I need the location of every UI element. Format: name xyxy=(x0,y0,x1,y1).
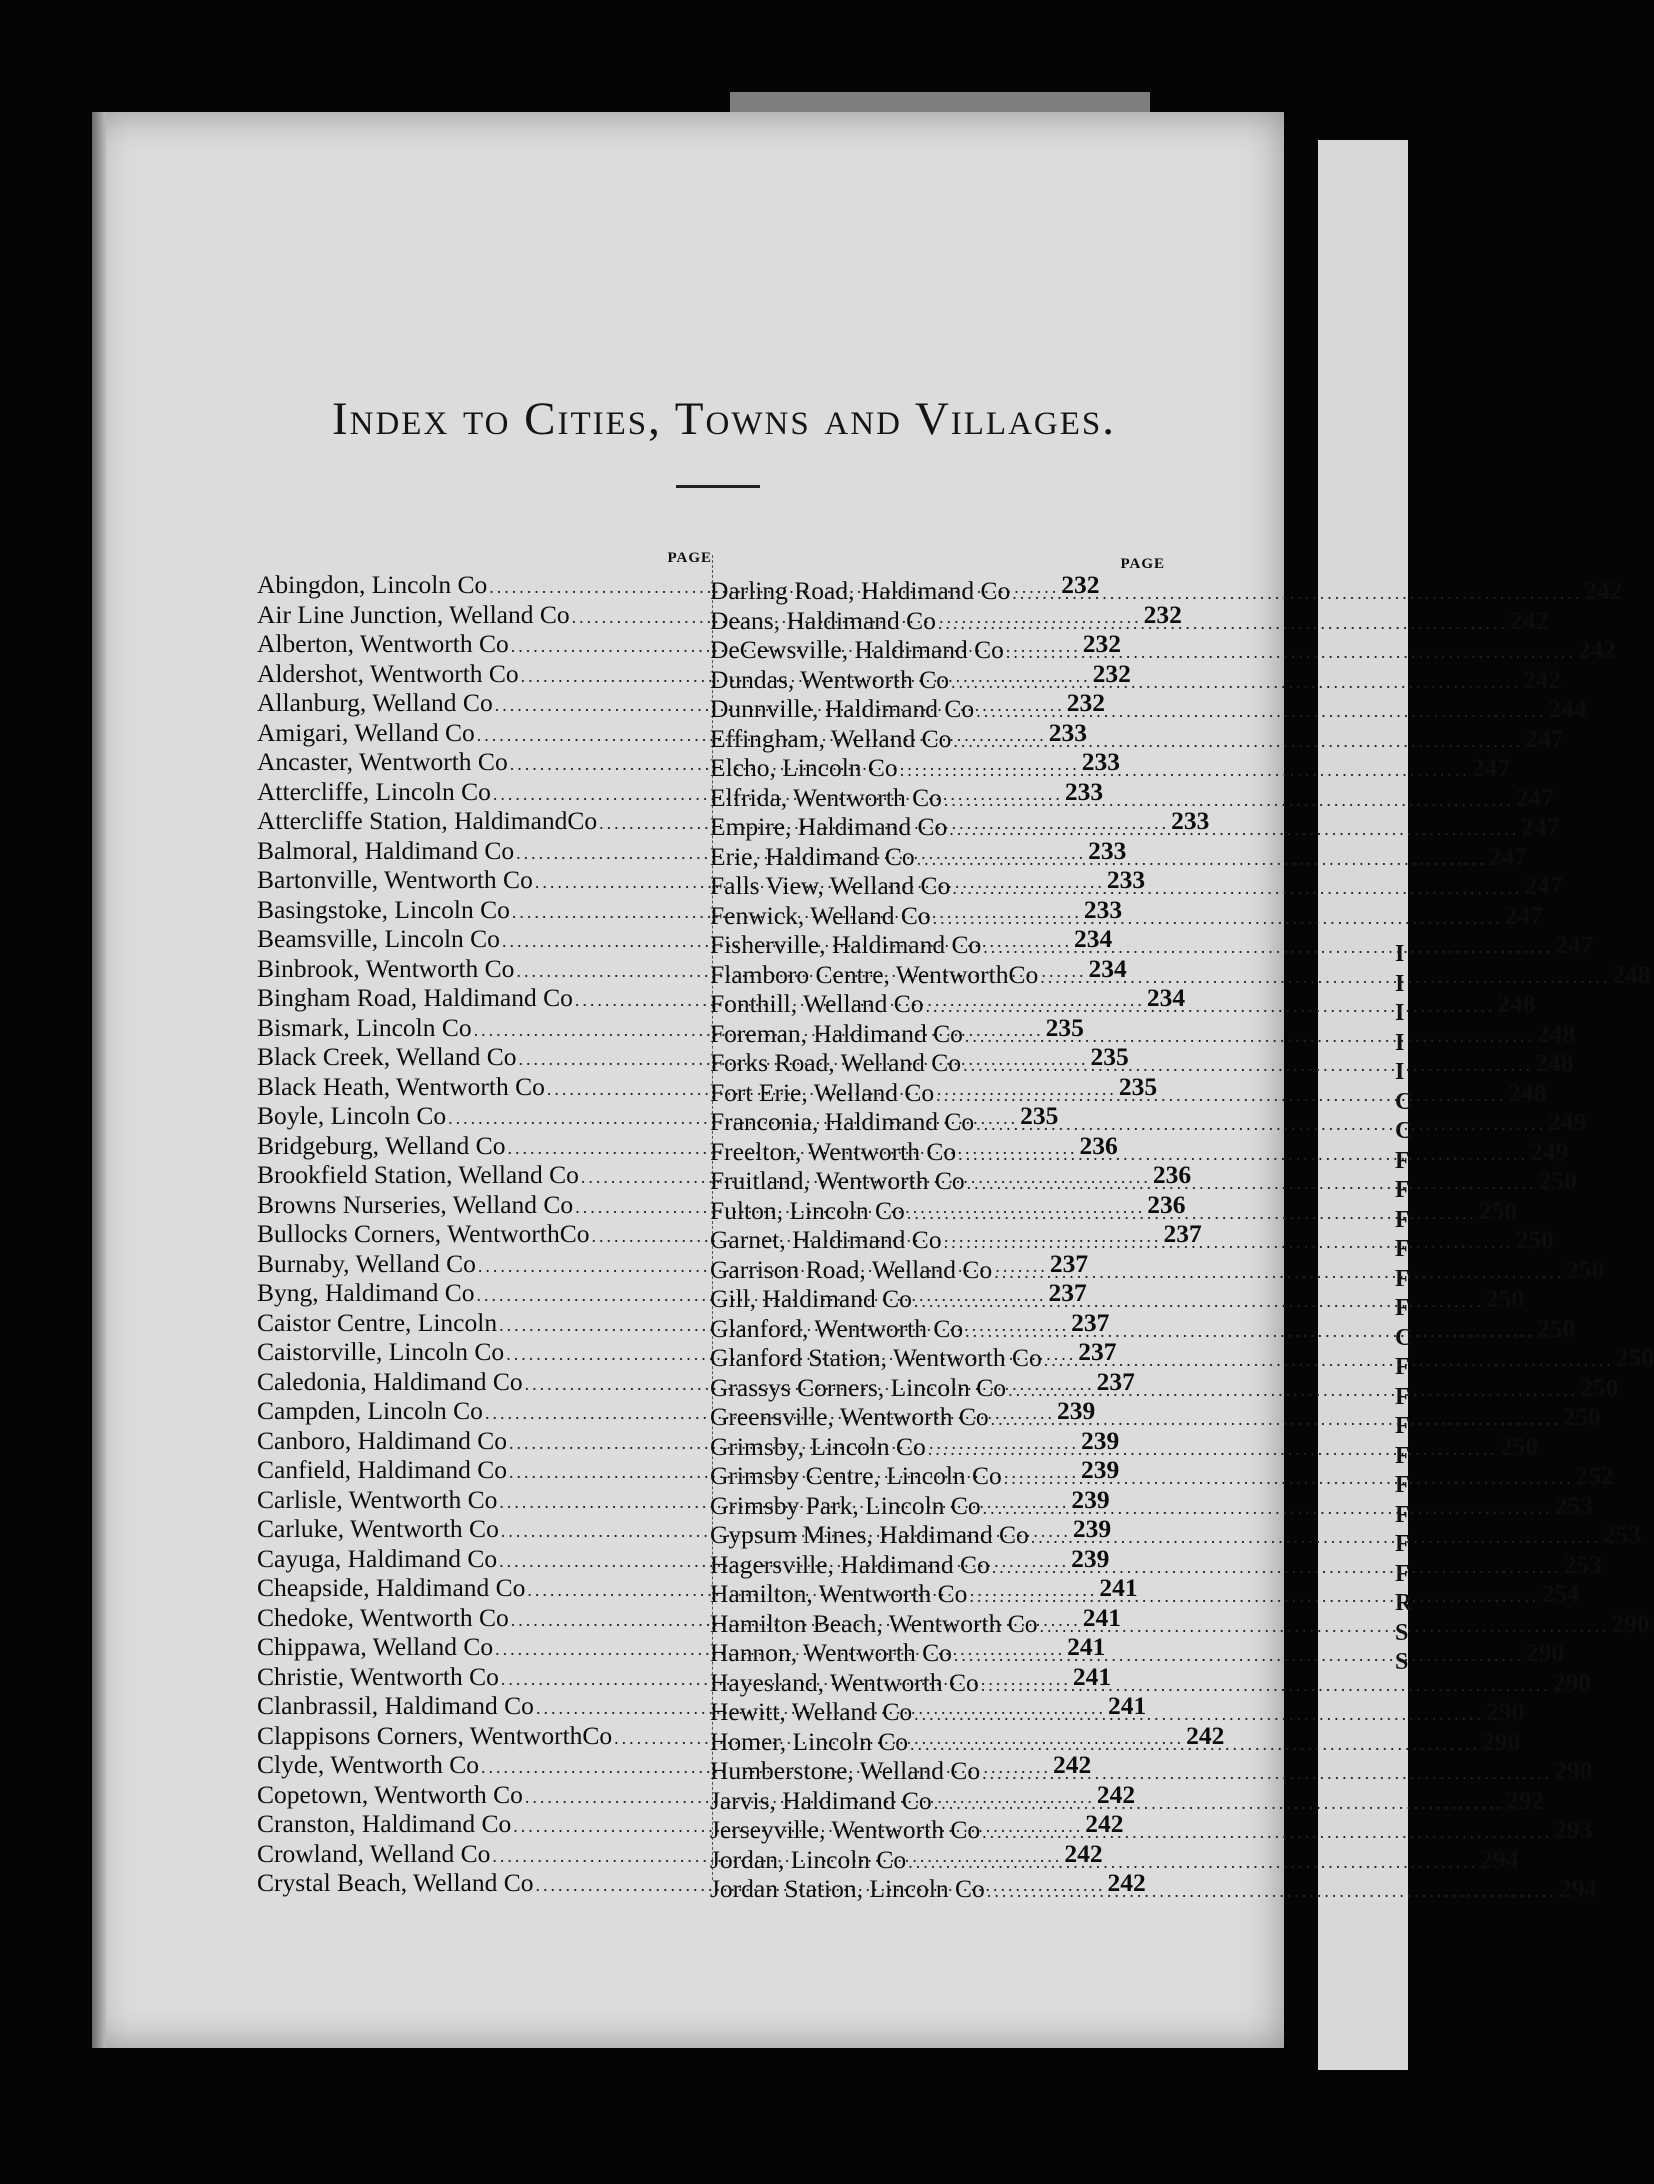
entry-page-number: 293 xyxy=(1554,1815,1593,1844)
entry-page-number: 242 xyxy=(1523,664,1562,694)
page-column-header: PAGE xyxy=(667,550,712,566)
entry-page-number: 290 xyxy=(1486,1697,1525,1726)
leader-dots xyxy=(954,1641,1524,1671)
entry-page-number: 247 xyxy=(1521,812,1560,841)
leader-dots xyxy=(900,756,1470,786)
adjacent-page-letter: F xyxy=(1395,1295,1410,1321)
index-entry xyxy=(710,1667,1591,1698)
index-entry xyxy=(710,1638,1565,1668)
leader-dots xyxy=(991,1405,1561,1435)
leader-dots xyxy=(933,904,1503,934)
leader-dots xyxy=(907,1199,1477,1229)
adjacent-page-letter: F xyxy=(1395,1265,1410,1292)
index-entry xyxy=(710,1874,1598,1904)
index-entry xyxy=(710,930,1594,960)
entry-page-number: 247 xyxy=(1488,841,1527,871)
index-entry xyxy=(710,1048,1574,1078)
entry-page-number: 237 xyxy=(1096,1366,1135,1396)
leader-dots xyxy=(965,1022,1535,1052)
entry-place-name: Canfield, Haldimand Co xyxy=(257,1455,507,1484)
leader-dots xyxy=(1044,1346,1614,1376)
entry-place-name: Byng, Haldimand Co xyxy=(257,1278,475,1307)
index-entry xyxy=(710,1077,1547,1108)
entry-place-name: Alberton, Wentworth Co xyxy=(257,629,509,658)
index-entry xyxy=(710,1549,1602,1580)
index-entry xyxy=(710,1844,1519,1875)
adjacent-page-letter: F xyxy=(1395,1413,1410,1439)
entry-place-name: Gypsum Mines, Haldimand Co xyxy=(710,1520,1029,1549)
entry-place-name: Fulton, Lincoln Co xyxy=(710,1195,905,1225)
entry-page-number: 241 xyxy=(1099,1573,1138,1602)
index-entry xyxy=(710,1608,1650,1639)
entry-place-name: Darling Road, Haldimand Co xyxy=(710,576,1011,605)
entry-page-number: 253 xyxy=(1602,1520,1641,1549)
entry-place-name: Beamsville, Lincoln Co xyxy=(257,924,500,953)
entry-page-number: 247 xyxy=(1515,782,1555,812)
entry-page-number: 252 xyxy=(1575,1461,1615,1490)
entry-page-number: 235 xyxy=(1020,1101,1059,1130)
entry-page-number: 242 xyxy=(1584,576,1623,605)
entry-place-name: Grassys Corners, Lincoln Co xyxy=(710,1372,1007,1402)
entry-place-name: Falls View, Welland Co xyxy=(710,871,951,900)
leader-dots xyxy=(1008,1376,1578,1406)
entry-page-number: 250 xyxy=(1515,1225,1554,1254)
leader-dots xyxy=(914,1287,1484,1317)
entry-place-name: Glanford Station, Wentworth Co xyxy=(710,1343,1042,1372)
entry-page-number: 294 xyxy=(1480,1844,1519,1874)
entry-place-name: Gill, Haldimand Co xyxy=(710,1284,912,1313)
index-entry xyxy=(710,1343,1654,1373)
leader-dots xyxy=(908,1848,1478,1878)
adjacent-page-letter: I xyxy=(1395,1059,1405,1085)
entry-page-number: 241 xyxy=(1072,1661,1112,1691)
entry-page-number: 250 xyxy=(1485,1284,1525,1313)
index-entry xyxy=(710,576,1623,606)
leader-dots xyxy=(949,815,1519,845)
entry-place-name: Cayuga, Haldimand Co xyxy=(257,1543,498,1573)
entry-place-name: Erie, Haldimand Co xyxy=(710,841,915,871)
leader-dots xyxy=(928,1435,1498,1465)
entry-place-name: Caistorville, Lincoln Co xyxy=(257,1337,505,1366)
leader-dots xyxy=(987,1877,1557,1907)
entry-page-number: 248 xyxy=(1536,1018,1576,1048)
entry-page-number: 290 xyxy=(1552,1667,1591,1697)
entry-page-number: 250 xyxy=(1538,1166,1577,1195)
entry-place-name: Chedoke, Wentworth Co xyxy=(257,1602,509,1632)
entry-page-number: 233 xyxy=(1048,717,1087,747)
leader-dots xyxy=(969,1582,1539,1612)
entry-place-name: Fenwick, Welland Co xyxy=(710,900,931,930)
leader-dots xyxy=(976,1110,1546,1140)
entry-place-name: Basingstoke, Lincoln Co xyxy=(257,894,510,924)
entry-page-number: 249 xyxy=(1548,1107,1587,1136)
index-entry xyxy=(710,664,1562,695)
entry-page-number: 294 xyxy=(1558,1874,1598,1903)
entry-page-number: 250 xyxy=(1478,1195,1518,1225)
entry-place-name: Fruitland, Wentworth Co xyxy=(710,1166,965,1195)
index-entry xyxy=(710,1756,1593,1786)
index-entry xyxy=(710,841,1527,872)
entry-place-name: Cranston, Haldimand Co xyxy=(257,1809,512,1838)
entry-place-name: Forks Road, Welland Co xyxy=(710,1048,962,1077)
leader-dots xyxy=(965,1317,1535,1347)
entry-place-name: Hagersville, Haldimand Co xyxy=(710,1549,990,1579)
leader-dots xyxy=(938,609,1508,639)
adjacent-page-letter: F xyxy=(1395,1236,1410,1262)
leader-dots xyxy=(963,1051,1533,1081)
entry-place-name: Bartonville, Wentworth Co xyxy=(257,865,533,894)
entry-place-name: Fort Erie, Welland Co xyxy=(710,1077,935,1107)
adjacent-page-letter: S xyxy=(1395,1649,1409,1675)
entry-place-name: Bullocks Corners, WentworthCo xyxy=(257,1219,590,1248)
entry-page-number: 242 xyxy=(1577,635,1617,664)
entry-place-name: Bingham Road, Haldimand Co xyxy=(257,983,573,1012)
leader-dots xyxy=(958,1140,1528,1170)
leader-dots xyxy=(934,1789,1504,1819)
index-entry xyxy=(710,1431,1539,1462)
entry-page-number: 235 xyxy=(1090,1042,1129,1071)
entry-page-number: 241 xyxy=(1082,1602,1121,1632)
leader-dots xyxy=(951,668,1521,698)
leader-dots xyxy=(917,845,1487,875)
entry-place-name: Franconia, Haldimand Co xyxy=(710,1107,975,1136)
entry-place-name: Humberstone, Welland Co xyxy=(710,1756,981,1785)
entry-page-number: 242 xyxy=(1509,605,1549,635)
entry-place-name: Ancaster, Wentworth Co xyxy=(257,747,508,776)
entry-page-number: 253 xyxy=(1563,1549,1602,1579)
entry-page-number: 290 xyxy=(1482,1726,1521,1756)
entry-page-number: 250 xyxy=(1580,1372,1619,1402)
index-entry xyxy=(710,1107,1587,1137)
entry-place-name: Hamilton, Wentworth Co xyxy=(710,1579,968,1608)
entry-place-name: Hamilton Beach, Wentworth Co xyxy=(710,1608,1038,1638)
adjacent-page-letter: F xyxy=(1395,1472,1410,1498)
entry-page-number: 250 xyxy=(1615,1343,1654,1372)
index-entry xyxy=(710,1785,1544,1816)
entry-page-number: 241 xyxy=(1107,1691,1147,1720)
entry-page-number: 237 xyxy=(1163,1219,1202,1248)
leader-dots xyxy=(1031,1523,1601,1553)
entry-place-name: Jarvis, Haldimand Co xyxy=(710,1785,932,1815)
entry-place-name: Homer, Lincoln Co xyxy=(710,1726,908,1756)
entry-place-name: Christie, Wentworth Co xyxy=(257,1661,499,1691)
entry-place-name: Garnet, Haldimand Co xyxy=(710,1225,942,1254)
page-title: Index to Cities, Towns and Villages. xyxy=(331,393,1117,445)
entry-place-name: Canboro, Haldimand Co xyxy=(257,1425,508,1455)
index-entry xyxy=(710,1136,1569,1167)
index-entry xyxy=(710,871,1563,901)
entry-page-number: 235 xyxy=(1045,1012,1084,1042)
entry-place-name: Empire, Haldimand Co xyxy=(710,812,948,841)
entry-page-number: 239 xyxy=(1056,1396,1096,1425)
adjacent-page-letter: C xyxy=(1395,1324,1413,1351)
entry-place-name: Freelton, Wentworth Co xyxy=(710,1136,957,1166)
index-entry xyxy=(710,694,1587,724)
entry-place-name: Caistor Centre, Lincoln xyxy=(257,1307,498,1337)
entry-place-name: Aldershot, Wentworth Co xyxy=(257,658,519,688)
adjacent-page-letter: C xyxy=(1395,1088,1413,1115)
entry-place-name: Elcho, Lincoln Co xyxy=(710,753,898,782)
adjacent-page-letter: S xyxy=(1395,1619,1409,1646)
index-entry xyxy=(710,1313,1576,1344)
adjacent-page-letter: F xyxy=(1395,1206,1410,1233)
leader-dots xyxy=(952,874,1522,904)
index-entry xyxy=(710,1018,1576,1049)
adjacent-page-letter: F xyxy=(1395,1354,1410,1380)
entry-place-name: Deans, Haldimand Co xyxy=(710,605,936,635)
entry-page-number: 236 xyxy=(1152,1160,1192,1189)
entry-page-number: 253 xyxy=(1554,1490,1593,1520)
entry-page-number: 239 xyxy=(1072,1514,1112,1543)
entry-page-number: 254 xyxy=(1541,1579,1580,1608)
entry-place-name: Balmoral, Haldimand Co xyxy=(257,835,515,865)
leader-dots xyxy=(982,1759,1552,1789)
entry-page-number: 239 xyxy=(1071,1543,1110,1573)
adjacent-page-letter: F xyxy=(1395,1442,1410,1469)
entry-place-name: Bridgeburg, Welland Co xyxy=(257,1130,506,1160)
entry-page-number: 242 xyxy=(1064,1838,1103,1868)
index-entry xyxy=(710,1520,1641,1550)
index-entry xyxy=(710,782,1555,813)
entry-place-name: Browns Nurseries, Welland Co xyxy=(257,1189,574,1219)
entry-place-name: Allanburg, Welland Co xyxy=(257,688,493,717)
entry-page-number: 248 xyxy=(1497,989,1536,1018)
entry-place-name: Chippawa, Welland Co xyxy=(257,1632,494,1661)
leader-dots xyxy=(983,1494,1553,1524)
entry-page-number: 247 xyxy=(1524,871,1563,900)
leader-dots xyxy=(1004,1464,1574,1494)
entry-page-number: 247 xyxy=(1525,723,1564,753)
entry-page-number: 233 xyxy=(1088,835,1127,865)
entry-place-name: Abingdon, Lincoln Co xyxy=(257,570,488,599)
index-entry xyxy=(710,900,1543,931)
index-entry xyxy=(710,959,1651,990)
index-entry xyxy=(710,1461,1615,1491)
entry-page-number: 236 xyxy=(1147,1189,1186,1219)
entry-page-number: 233 xyxy=(1171,806,1210,835)
entry-place-name: Boyle, Lincoln Co xyxy=(257,1101,447,1130)
index-entry xyxy=(710,723,1564,754)
entry-place-name: Flamboro Centre, WentworthCo xyxy=(710,959,1039,989)
leader-dots xyxy=(914,1700,1484,1730)
entry-place-name: Hayesland, Wentworth Co xyxy=(710,1667,979,1697)
entry-page-number: 292 xyxy=(1505,1785,1544,1815)
entry-page-number: 241 xyxy=(1067,1632,1106,1661)
entry-page-number: 233 xyxy=(1106,865,1146,894)
entry-place-name: Amigari, Welland Co xyxy=(257,717,475,747)
entry-page-number: 290 xyxy=(1554,1756,1593,1785)
leader-dots xyxy=(1040,1612,1610,1642)
entry-page-number: 250 xyxy=(1537,1313,1576,1343)
entry-page-number: 249 xyxy=(1530,1136,1569,1166)
entry-page-number: 234 xyxy=(1088,953,1127,983)
entry-place-name: DeCewsville, Haldimand Co xyxy=(710,635,1004,664)
entry-page-number: 237 xyxy=(1048,1278,1087,1307)
entry-page-number: 248 xyxy=(1612,959,1651,989)
index-entry xyxy=(710,1579,1580,1609)
entry-page-number: 237 xyxy=(1078,1337,1117,1366)
leader-dots xyxy=(926,992,1496,1022)
entry-place-name: Hannon, Wentworth Co xyxy=(710,1638,952,1667)
adjacent-page-letter: F xyxy=(1395,1501,1410,1528)
entry-place-name: Carlisle, Wentworth Co xyxy=(257,1484,498,1514)
index-entry xyxy=(710,1697,1525,1727)
entry-page-number: 239 xyxy=(1081,1425,1120,1455)
entry-place-name: Cheapside, Haldimand Co xyxy=(257,1573,526,1602)
adjacent-page-letter: R xyxy=(1395,1590,1413,1616)
entry-place-name: Clappisons Corners, WentworthCo xyxy=(257,1720,613,1750)
leader-dots xyxy=(944,1228,1514,1258)
entry-place-name: Copetown, Wentworth Co xyxy=(257,1779,523,1809)
entry-place-name: Black Creek, Welland Co xyxy=(257,1042,517,1071)
entry-page-number: 233 xyxy=(1064,776,1104,806)
entry-page-number: 248 xyxy=(1535,1048,1574,1077)
leader-dots xyxy=(992,1553,1562,1583)
entry-place-name: Effingham, Welland Co xyxy=(710,723,952,753)
entry-page-number: 233 xyxy=(1083,894,1123,924)
entry-page-number: 244 xyxy=(1548,694,1587,723)
entry-place-name: Attercliffe Station, HaldimandCo xyxy=(257,806,598,835)
index-entry xyxy=(710,753,1510,783)
entry-place-name: Caledonia, Haldimand Co xyxy=(257,1366,523,1396)
entry-place-name: Foreman, Haldimand Co xyxy=(710,1018,963,1048)
entry-place-name: Binbrook, Wentworth Co xyxy=(257,953,515,983)
leader-dots xyxy=(1012,579,1582,609)
adjacent-page-letter: I xyxy=(1395,941,1405,967)
entry-place-name: Dunnville, Haldimand Co xyxy=(710,694,975,723)
entry-page-number: 242 xyxy=(1186,1720,1225,1750)
leader-dots xyxy=(936,1081,1506,1111)
entry-page-number: 242 xyxy=(1053,1750,1092,1779)
entry-place-name: Jordan, Lincoln Co xyxy=(710,1844,907,1874)
entry-place-name: Crystal Beach, Welland Co xyxy=(257,1868,534,1897)
leader-dots xyxy=(967,1169,1537,1199)
entry-page-number: 234 xyxy=(1146,983,1186,1012)
entry-place-name: Jerseyville, Wentworth Co xyxy=(710,1815,981,1844)
entry-page-number: 232 xyxy=(1082,629,1121,658)
page-column-header: PAGE xyxy=(1120,556,1165,572)
index-entry xyxy=(710,1490,1593,1521)
leader-dots xyxy=(953,727,1523,757)
entry-place-name: Attercliffe, Lincoln Co xyxy=(257,776,491,806)
adjacent-page-letter: F xyxy=(1395,1383,1410,1410)
adjacent-page-letter: F xyxy=(1395,1560,1410,1587)
entry-place-name: Grimsby Park, Lincoln Co xyxy=(710,1490,981,1520)
entry-place-name: Jordan Station, Lincoln Co xyxy=(710,1874,985,1903)
entry-page-number: 250 xyxy=(1562,1402,1601,1431)
entry-page-number: 290 xyxy=(1525,1638,1565,1667)
entry-place-name: Fonthill, Welland Co xyxy=(710,989,924,1018)
leader-dots xyxy=(994,1258,1564,1288)
leader-dots xyxy=(981,1671,1551,1701)
entry-place-name: Bismark, Lincoln Co xyxy=(257,1012,472,1042)
index-entry xyxy=(710,1254,1605,1285)
entry-page-number: 290 xyxy=(1611,1608,1650,1638)
leader-dots xyxy=(910,1730,1480,1760)
entry-place-name: Crowland, Welland Co xyxy=(257,1838,491,1868)
entry-page-number: 236 xyxy=(1079,1130,1118,1160)
entry-place-name: Campden, Lincoln Co xyxy=(257,1396,483,1425)
entry-page-number: 242 xyxy=(1096,1779,1136,1809)
entry-place-name: Burnaby, Welland Co xyxy=(257,1248,476,1278)
entry-page-number: 232 xyxy=(1092,658,1131,688)
entry-page-number: 247 xyxy=(1471,753,1510,782)
adjacent-page-letter: F xyxy=(1395,1147,1410,1174)
entry-page-number: 234 xyxy=(1073,924,1113,953)
entry-page-number: 242 xyxy=(1107,1868,1146,1897)
adjacent-page-letter: I xyxy=(1395,1000,1405,1026)
entry-place-name: Elfrida, Wentworth Co xyxy=(710,782,942,812)
entry-page-number: 250 xyxy=(1499,1431,1539,1461)
adjacent-page-letter: F xyxy=(1395,1531,1410,1557)
entry-place-name: Air Line Junction, Welland Co xyxy=(257,599,570,629)
entry-page-number: 248 xyxy=(1508,1077,1547,1107)
adjacent-page-letter: I xyxy=(1395,970,1405,997)
entry-place-name: Greensville, Wentworth Co xyxy=(710,1402,989,1431)
entry-page-number: 232 xyxy=(1143,599,1182,629)
entry-page-number: 237 xyxy=(1049,1248,1089,1278)
index-entry xyxy=(710,1284,1525,1314)
leader-dots xyxy=(976,697,1546,727)
leader-dots xyxy=(982,1818,1552,1848)
entry-page-number: 250 xyxy=(1566,1254,1605,1284)
title-rule xyxy=(676,485,760,488)
entry-page-number: 239 xyxy=(1081,1455,1120,1484)
entry-page-number: 242 xyxy=(1085,1809,1124,1838)
entry-page-number: 247 xyxy=(1504,900,1543,930)
index-entry xyxy=(710,1815,1593,1845)
entry-page-number: 233 xyxy=(1081,747,1120,776)
entry-page-number: 247 xyxy=(1555,930,1594,959)
index-entry xyxy=(710,1372,1619,1403)
entry-page-number: 239 xyxy=(1071,1484,1110,1514)
adjacent-page-letter: I xyxy=(1395,1029,1405,1056)
entry-place-name: Clyde, Wentworth Co xyxy=(257,1750,480,1779)
entry-page-number: 235 xyxy=(1118,1071,1158,1101)
leader-dots xyxy=(1040,963,1610,993)
entry-place-name: Grimsby, Lincoln Co xyxy=(710,1431,926,1461)
entry-place-name: Hewitt, Welland Co xyxy=(710,1697,913,1726)
entry-place-name: Carluke, Wentworth Co xyxy=(257,1514,499,1543)
entry-page-number: 232 xyxy=(1066,688,1105,717)
leader-dots xyxy=(944,786,1514,816)
entry-place-name: Brookfield Station, Welland Co xyxy=(257,1160,579,1189)
entry-place-name: Fisherville, Haldimand Co xyxy=(710,930,982,959)
adjacent-page-letter: F xyxy=(1395,1177,1410,1203)
entry-page-number: 237 xyxy=(1071,1307,1110,1337)
entry-place-name: Dundas, Wentworth Co xyxy=(710,664,950,694)
leader-dots xyxy=(1006,638,1576,668)
index-entry xyxy=(710,1402,1601,1432)
adjacent-page-letter: C xyxy=(1395,1118,1413,1144)
entry-place-name: Black Heath, Wentworth Co xyxy=(257,1071,545,1101)
index-entry xyxy=(710,635,1617,665)
entry-page-number: 232 xyxy=(1061,570,1100,599)
entry-place-name: Glanford, Wentworth Co xyxy=(710,1313,964,1343)
leader-dots xyxy=(983,933,1553,963)
entry-place-name: Grimsby Centre, Lincoln Co xyxy=(710,1461,1002,1490)
entry-place-name: Garrison Road, Welland Co xyxy=(710,1254,993,1284)
entry-place-name: Clanbrassil, Haldimand Co xyxy=(257,1691,534,1720)
